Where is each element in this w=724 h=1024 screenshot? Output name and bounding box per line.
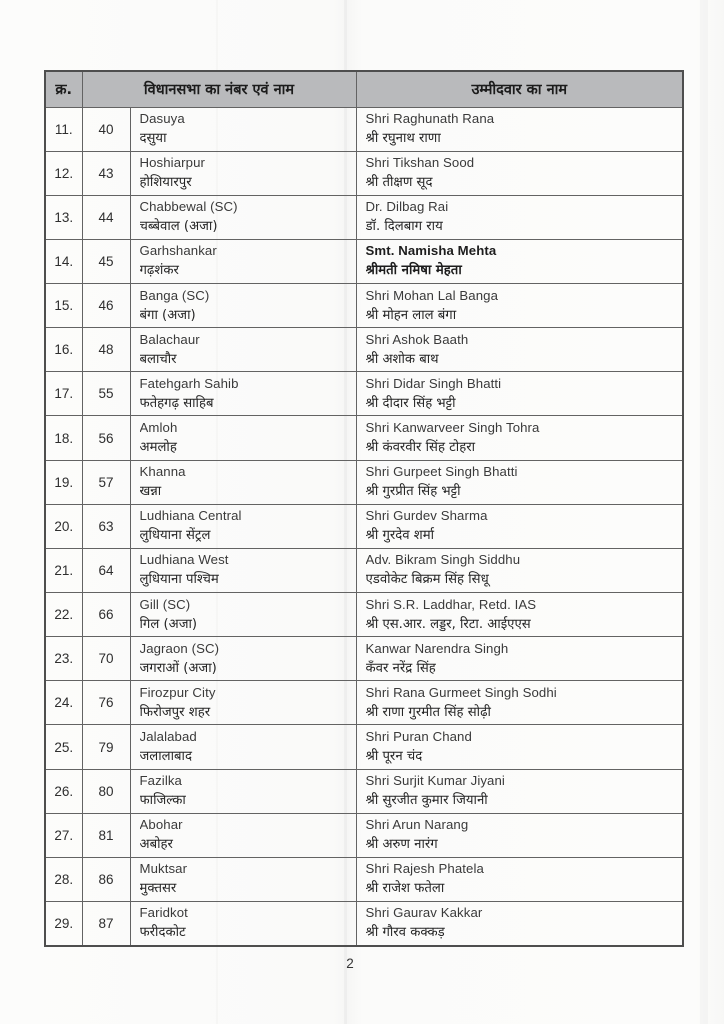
constituency-number-text: 66 bbox=[98, 607, 114, 623]
constituency-name-english: Chabbewal (SC) bbox=[139, 199, 238, 215]
constituency-number-cell bbox=[82, 902, 130, 946]
constituency-name-hindi: लुधियाना सेंट्रल bbox=[139, 528, 211, 544]
serial-cell bbox=[45, 769, 82, 813]
constituency-name-hindi: जलालाबाद bbox=[139, 749, 192, 765]
table-row bbox=[45, 195, 683, 239]
serial-cell bbox=[45, 460, 82, 504]
serial-cell bbox=[45, 372, 82, 416]
table-row bbox=[45, 857, 683, 901]
constituency-name-hindi: अबोहर bbox=[139, 837, 173, 853]
constituency-name-hindi: बलाचौर bbox=[139, 351, 177, 367]
table-row bbox=[45, 328, 683, 372]
constituency-name-english: Hoshiarpur bbox=[139, 155, 206, 171]
constituency-name-english: Fatehgarh Sahib bbox=[139, 375, 239, 391]
table-row bbox=[45, 107, 683, 151]
serial-text: 24. bbox=[54, 695, 74, 711]
candidate-name-cell bbox=[356, 504, 683, 548]
constituency-name-cell bbox=[130, 416, 356, 460]
header-candidate: उम्मीदवार का नाम bbox=[356, 71, 683, 107]
candidate-name-cell bbox=[356, 593, 683, 637]
candidate-name-hindi: श्री एस.आर. लड्डर, रिटा. आईएएस bbox=[365, 616, 531, 632]
serial-cell bbox=[45, 195, 82, 239]
serial-cell bbox=[45, 328, 82, 372]
constituency-number-text: 64 bbox=[98, 562, 114, 578]
table-row bbox=[45, 769, 683, 813]
constituency-name-hindi: फिरोजपुर शहर bbox=[139, 704, 211, 720]
constituency-number-cell bbox=[82, 195, 130, 239]
candidate-name-english: Shri Mohan Lal Banga bbox=[365, 287, 498, 303]
constituency-number-cell bbox=[82, 769, 130, 813]
serial-text: 23. bbox=[54, 651, 74, 667]
constituency-number-text: 44 bbox=[98, 209, 114, 225]
candidate-name-english: Kanwar Narendra Singh bbox=[365, 640, 509, 656]
constituency-number-cell bbox=[82, 151, 130, 195]
constituency-name-english: Khanna bbox=[139, 464, 186, 480]
candidate-name-english: Shri Didar Singh Bhatti bbox=[365, 375, 502, 391]
constituency-name-hindi: दसुया bbox=[139, 131, 167, 147]
candidate-name-hindi: डॉ. दिलबाग राय bbox=[365, 219, 443, 235]
serial-text: 26. bbox=[54, 783, 74, 799]
constituency-name-hindi: लुधियाना पश्चिम bbox=[139, 572, 219, 588]
constituency-number-cell bbox=[82, 460, 130, 504]
constituency-number-text: 46 bbox=[98, 298, 114, 314]
constituency-name-english: Firozpur City bbox=[139, 684, 216, 700]
candidate-name-english: Shri Surjit Kumar Jiyani bbox=[365, 773, 505, 789]
constituency-name-hindi: अमलोह bbox=[139, 440, 177, 456]
constituency-name-cell bbox=[130, 548, 356, 592]
serial-text: 29. bbox=[54, 915, 74, 931]
candidate-name-hindi: श्री तीक्षण सूद bbox=[365, 175, 433, 191]
candidate-name-cell bbox=[356, 284, 683, 328]
constituency-number-cell bbox=[82, 857, 130, 901]
candidate-name-hindi: एडवोकेट बिक्रम सिंह सिधू bbox=[365, 572, 489, 588]
table-row bbox=[45, 725, 683, 769]
constituency-number-cell bbox=[82, 284, 130, 328]
candidate-name-cell bbox=[356, 857, 683, 901]
constituency-name-english: Garhshankar bbox=[139, 243, 217, 259]
constituency-number-cell bbox=[82, 328, 130, 372]
candidate-name-english: Shri Arun Narang bbox=[365, 817, 469, 833]
candidate-name-hindi: श्री गुरप्रीत सिंह भट्टी bbox=[365, 484, 461, 500]
constituency-number-cell bbox=[82, 813, 130, 857]
serial-text: 17. bbox=[54, 386, 74, 402]
constituency-number-cell bbox=[82, 416, 130, 460]
constituency-number-text: 43 bbox=[98, 165, 114, 181]
candidate-name-cell bbox=[356, 813, 683, 857]
serial-cell bbox=[45, 239, 82, 283]
header-serial: क्र. bbox=[45, 71, 82, 107]
candidate-name-cell bbox=[356, 681, 683, 725]
candidate-name-hindi: श्री दीदार सिंह भट्टी bbox=[365, 395, 456, 411]
constituency-number-text: 76 bbox=[98, 695, 114, 711]
serial-text: 11. bbox=[54, 121, 73, 137]
serial-cell bbox=[45, 813, 82, 857]
page-number: 2 bbox=[346, 956, 354, 971]
constituency-name-cell bbox=[130, 460, 356, 504]
candidate-name-hindi: श्री गुरदेव शर्मा bbox=[365, 528, 435, 544]
table-row bbox=[45, 902, 683, 946]
candidate-name-hindi: श्री मोहन लाल बंगा bbox=[365, 307, 457, 323]
candidate-name-cell bbox=[356, 725, 683, 769]
constituency-number-text: 55 bbox=[98, 386, 114, 402]
table-row bbox=[45, 284, 683, 328]
serial-text: 21. bbox=[54, 562, 74, 578]
constituency-name-cell bbox=[130, 813, 356, 857]
constituency-name-cell bbox=[130, 328, 356, 372]
candidate-name-hindi: श्रीमती नमिषा मेहता bbox=[365, 263, 462, 279]
constituency-name-english: Muktsar bbox=[139, 861, 188, 877]
serial-cell bbox=[45, 637, 82, 681]
serial-cell bbox=[45, 284, 82, 328]
constituency-number-cell bbox=[82, 107, 130, 151]
constituency-number-text: 87 bbox=[98, 915, 114, 931]
serial-text: 13. bbox=[54, 209, 74, 225]
table-row bbox=[45, 504, 683, 548]
candidate-name-english: Shri Gurpeet Singh Bhatti bbox=[365, 464, 518, 480]
candidate-name-cell bbox=[356, 372, 683, 416]
constituency-name-cell bbox=[130, 593, 356, 637]
constituency-name-english: Jalalabad bbox=[139, 729, 197, 745]
table-row bbox=[45, 416, 683, 460]
candidate-name-hindi: श्री कंवरवीर सिंह टोहरा bbox=[365, 440, 476, 456]
candidate-name-hindi: श्री अरुण नारंग bbox=[365, 837, 438, 853]
candidate-name-english: Dr. Dilbag Rai bbox=[365, 199, 449, 215]
constituency-name-cell bbox=[130, 504, 356, 548]
constituency-name-english: Ludhiana West bbox=[139, 552, 229, 568]
table-row bbox=[45, 637, 683, 681]
table-row bbox=[45, 372, 683, 416]
serial-text: 15. bbox=[54, 298, 74, 314]
serial-text: 22. bbox=[54, 607, 74, 623]
serial-cell bbox=[45, 857, 82, 901]
constituency-name-english: Jagraon (SC) bbox=[139, 640, 220, 656]
candidate-name-cell bbox=[356, 328, 683, 372]
serial-text: 18. bbox=[54, 430, 74, 446]
constituency-number-cell bbox=[82, 548, 130, 592]
constituency-name-hindi: गिल (अजा) bbox=[139, 616, 198, 632]
table-body bbox=[45, 107, 683, 946]
serial-cell bbox=[45, 902, 82, 946]
scan-streak bbox=[700, 0, 708, 1024]
constituency-name-cell bbox=[130, 637, 356, 681]
constituency-name-cell bbox=[130, 195, 356, 239]
candidate-name-hindi: श्री रघुनाथ राणा bbox=[365, 131, 441, 147]
candidate-name-cell bbox=[356, 769, 683, 813]
constituency-number-text: 40 bbox=[98, 121, 114, 137]
candidate-name-english: Shri Gurdev Sharma bbox=[365, 508, 488, 524]
table-header-row bbox=[45, 71, 683, 107]
candidate-name-hindi: श्री पूरन चंद bbox=[365, 749, 423, 765]
candidate-name-english: Shri Ashok Baath bbox=[365, 331, 469, 347]
constituency-name-cell bbox=[130, 902, 356, 946]
serial-text: 14. bbox=[54, 253, 74, 269]
serial-cell bbox=[45, 681, 82, 725]
constituency-number-text: 45 bbox=[98, 253, 114, 269]
candidate-name-cell bbox=[356, 416, 683, 460]
constituency-number-cell bbox=[82, 504, 130, 548]
constituency-name-english: Abohar bbox=[139, 817, 183, 833]
constituency-name-english: Fazilka bbox=[139, 773, 182, 789]
constituency-name-english: Balachaur bbox=[139, 331, 200, 347]
constituency-name-cell bbox=[130, 681, 356, 725]
candidate-name-english: Shri Puran Chand bbox=[365, 729, 472, 745]
constituency-number-text: 80 bbox=[98, 783, 114, 799]
constituency-number-cell bbox=[82, 725, 130, 769]
serial-text: 12. bbox=[54, 165, 74, 181]
constituency-name-cell bbox=[130, 725, 356, 769]
table-row bbox=[45, 593, 683, 637]
candidate-name-cell bbox=[356, 460, 683, 504]
constituency-name-cell bbox=[130, 857, 356, 901]
candidate-name-english: Smt. Namisha Mehta bbox=[365, 243, 497, 259]
constituency-name-hindi: गढ़शंकर bbox=[139, 263, 179, 279]
serial-text: 27. bbox=[54, 827, 74, 843]
candidate-table bbox=[44, 70, 684, 947]
constituency-number-text: 63 bbox=[98, 518, 114, 534]
constituency-name-cell bbox=[130, 151, 356, 195]
candidate-name-cell bbox=[356, 239, 683, 283]
table-row bbox=[45, 681, 683, 725]
serial-text: 16. bbox=[54, 342, 74, 358]
constituency-name-english: Faridkot bbox=[139, 905, 188, 921]
constituency-name-cell bbox=[130, 769, 356, 813]
constituency-name-hindi: जगराओं (अजा) bbox=[139, 660, 217, 676]
candidate-name-english: Shri Rajesh Phatela bbox=[365, 861, 484, 877]
constituency-number-text: 70 bbox=[98, 651, 114, 667]
serial-cell bbox=[45, 504, 82, 548]
candidate-name-hindi: श्री सुरजीत कुमार जियानी bbox=[365, 793, 488, 809]
constituency-name-hindi: मुक्तसर bbox=[139, 881, 177, 897]
constituency-name-english: Banga (SC) bbox=[139, 287, 210, 303]
serial-text: 28. bbox=[54, 871, 74, 887]
constituency-name-hindi: फरीदकोट bbox=[139, 925, 186, 941]
candidate-name-cell bbox=[356, 151, 683, 195]
constituency-name-english: Gill (SC) bbox=[139, 596, 191, 612]
candidate-name-hindi: श्री गौरव कक्कड़ bbox=[365, 925, 445, 941]
constituency-number-text: 81 bbox=[98, 827, 114, 843]
serial-cell bbox=[45, 548, 82, 592]
constituency-name-cell bbox=[130, 372, 356, 416]
constituency-name-hindi: फतेहगढ़ साहिब bbox=[139, 395, 214, 411]
constituency-name-english: Ludhiana Central bbox=[139, 508, 242, 524]
serial-cell bbox=[45, 151, 82, 195]
serial-text: 19. bbox=[54, 474, 74, 490]
candidate-name-cell bbox=[356, 902, 683, 946]
constituency-name-hindi: बंगा (अजा) bbox=[139, 307, 196, 323]
constituency-name-english: Amloh bbox=[139, 420, 178, 436]
serial-cell bbox=[45, 593, 82, 637]
constituency-name-cell bbox=[130, 107, 356, 151]
serial-cell bbox=[45, 725, 82, 769]
constituency-number-text: 86 bbox=[98, 871, 114, 887]
table-row bbox=[45, 151, 683, 195]
constituency-name-hindi: खन्ना bbox=[139, 484, 162, 500]
candidate-name-english: Shri S.R. Laddhar, Retd. IAS bbox=[365, 596, 537, 612]
candidate-name-hindi: श्री राजेश फतेला bbox=[365, 881, 445, 897]
constituency-number-cell bbox=[82, 681, 130, 725]
constituency-number-cell bbox=[82, 593, 130, 637]
candidate-name-english: Shri Tikshan Sood bbox=[365, 155, 475, 171]
serial-cell bbox=[45, 416, 82, 460]
candidate-name-english: Shri Raghunath Rana bbox=[365, 111, 495, 127]
table-row bbox=[45, 548, 683, 592]
serial-text: 20. bbox=[54, 518, 74, 534]
serial-text: 25. bbox=[54, 739, 74, 755]
serial-cell bbox=[45, 107, 82, 151]
header-constituency: विधानसभा का नंबर एवं नाम bbox=[82, 71, 356, 107]
constituency-name-cell bbox=[130, 239, 356, 283]
constituency-name-english: Dasuya bbox=[139, 111, 185, 127]
candidate-name-cell bbox=[356, 637, 683, 681]
candidate-name-hindi: कँवर नरेंद्र सिंह bbox=[365, 660, 436, 676]
candidate-name-cell bbox=[356, 548, 683, 592]
constituency-number-text: 48 bbox=[98, 342, 114, 358]
candidate-name-hindi: श्री अशोक बाथ bbox=[365, 351, 439, 367]
constituency-name-hindi: चब्बेवाल (अजा) bbox=[139, 219, 218, 235]
table-row bbox=[45, 460, 683, 504]
candidate-name-english: Shri Gaurav Kakkar bbox=[365, 905, 483, 921]
table-row bbox=[45, 239, 683, 283]
constituency-number-cell bbox=[82, 239, 130, 283]
constituency-name-hindi: फाजिल्का bbox=[139, 793, 186, 809]
candidate-name-english: Shri Kanwarveer Singh Tohra bbox=[365, 420, 540, 436]
candidate-name-english: Shri Rana Gurmeet Singh Sodhi bbox=[365, 684, 557, 700]
constituency-number-text: 57 bbox=[98, 474, 114, 490]
candidate-name-hindi: श्री राणा गुरमीत सिंह सोढ़ी bbox=[365, 704, 491, 720]
constituency-name-hindi: होशियारपुर bbox=[139, 175, 192, 191]
table-row bbox=[45, 813, 683, 857]
constituency-number-text: 56 bbox=[98, 430, 114, 446]
constituency-number-cell bbox=[82, 372, 130, 416]
constituency-number-cell bbox=[82, 637, 130, 681]
constituency-name-cell bbox=[130, 284, 356, 328]
constituency-number-text: 79 bbox=[98, 739, 114, 755]
candidate-name-english: Adv. Bikram Singh Siddhu bbox=[365, 552, 521, 568]
candidate-name-cell bbox=[356, 107, 683, 151]
candidate-name-cell bbox=[356, 195, 683, 239]
